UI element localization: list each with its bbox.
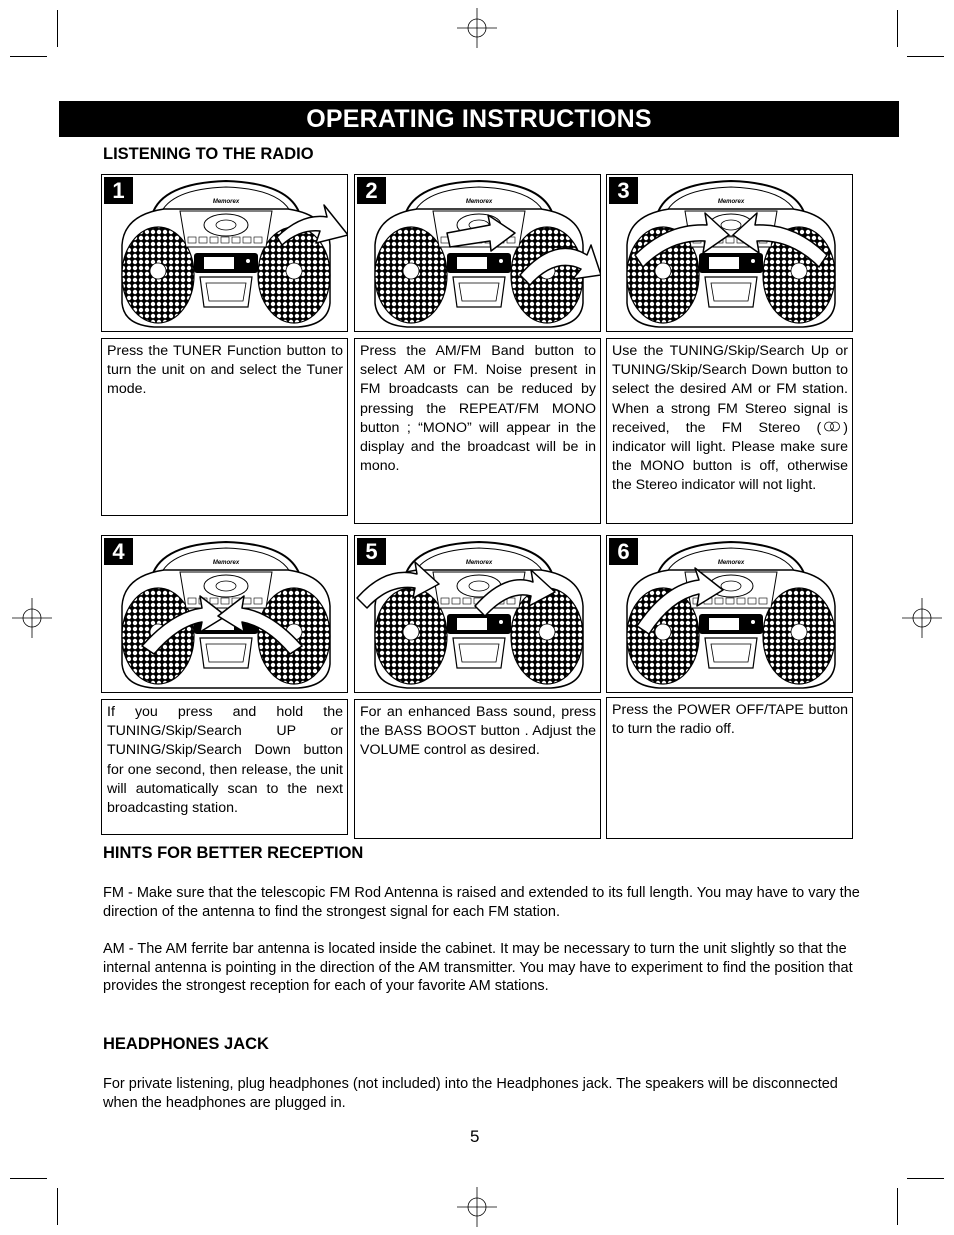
step-text: Press the POWER OFF/TAPE button to turn the radio off. [606, 697, 853, 839]
crop-mark [907, 56, 944, 57]
step-number: 2 [357, 177, 386, 204]
step-text: If you press and hold the TUNING/Skip/Search UP or TUNING/Skip/Search Down button for one second, then release, the unit will automatically scan to the next broadcasting station. [101, 699, 348, 835]
crop-mark [897, 1188, 898, 1225]
step-text [606, 338, 853, 524]
boombox-illustration-icon [102, 175, 348, 332]
crop-mark [57, 10, 58, 47]
boombox-illustration-icon [102, 536, 348, 693]
registration-mark-icon [902, 598, 942, 638]
svg-text:Memorex: Memorex [212, 560, 240, 566]
section-heading-hints: HINTS FOR BETTER RECEPTION [103, 844, 364, 862]
boombox-illustration-icon [607, 175, 853, 332]
registration-mark-icon [457, 8, 497, 48]
step-image [354, 535, 601, 693]
page-number: 5 [470, 1127, 480, 1146]
svg-text:Memorex: Memorex [465, 199, 493, 205]
step-number: 5 [357, 538, 386, 565]
stereo-indicator-icon [821, 419, 843, 438]
boombox-illustration-icon [355, 175, 601, 332]
step-image [101, 535, 348, 693]
crop-mark [897, 10, 898, 47]
svg-text:Memorex: Memorex [717, 560, 745, 566]
crop-mark [10, 56, 47, 57]
step-number: 1 [104, 177, 133, 204]
registration-mark-icon [457, 1187, 497, 1227]
page-title: OPERATING INSTRUCTIONS [59, 101, 899, 137]
svg-text:Memorex: Memorex [717, 199, 745, 205]
crop-mark [57, 1188, 58, 1225]
section-heading-headphones: HEADPHONES JACK [103, 1035, 269, 1053]
boombox-illustration-icon [355, 536, 601, 693]
step-text: Press the AM/FM Band button to select AM or FM. Noise present in FM broadcasts can be reduced by pressing the REPEAT/FM MONO button ; “MONO” will appear in the display and the broadcast will be in mono. [354, 338, 601, 524]
svg-text:Memorex: Memorex [465, 560, 493, 566]
step-text: For an enhanced Bass sound, press the BASS BOOST button . Adjust the VOLUME control as desired. [354, 699, 601, 839]
hint-am-paragraph: AM - The AM ferrite bar antenna is located inside the cabinet. It may be necessary to turn the unit slightly so that the internal antenna is pointing in the direction of the AM transmitter. You may have to experiment to find the position that provides the strongest reception for each of your favorite AM stations. [103, 941, 853, 995]
step-image [606, 174, 853, 332]
registration-mark-icon [12, 598, 52, 638]
step-text-part: Use the TUNING/Skip/Search Up or TUNING/Skip/Search Down button to select the desired AM or FM station. When a strong FM Stereo signal is received, the FM Stereo ( [612, 343, 848, 436]
crop-mark [10, 1178, 47, 1179]
step-image [606, 535, 853, 693]
section-heading-radio: LISTENING TO THE RADIO [103, 145, 314, 163]
hint-fm-paragraph: FM - Make sure that the telescopic FM Rod Antenna is raised and extended to its full length. You may have to vary the direction of the antenna to find the strongest signal for each FM station. [103, 885, 860, 920]
boombox-illustration-icon [607, 536, 853, 693]
step-text: Press the TUNER Function button to turn the unit on and select the Tuner mode. [101, 338, 348, 516]
svg-text:Memorex: Memorex [212, 199, 240, 205]
step-number: 3 [609, 177, 638, 204]
step-image [354, 174, 601, 332]
step-number: 4 [104, 538, 133, 565]
headphones-paragraph: For private listening, plug headphones (not included) into the Headphones jack. The speakers will be disconnected when the headphones are plugged in. [103, 1076, 838, 1111]
step-image [101, 174, 348, 332]
step-number: 6 [609, 538, 638, 565]
step-text-part: ) indicator will light. Please make sure the MONO button is off, otherwise the Stereo indicator will not light. [612, 419, 848, 494]
crop-mark [907, 1178, 944, 1179]
